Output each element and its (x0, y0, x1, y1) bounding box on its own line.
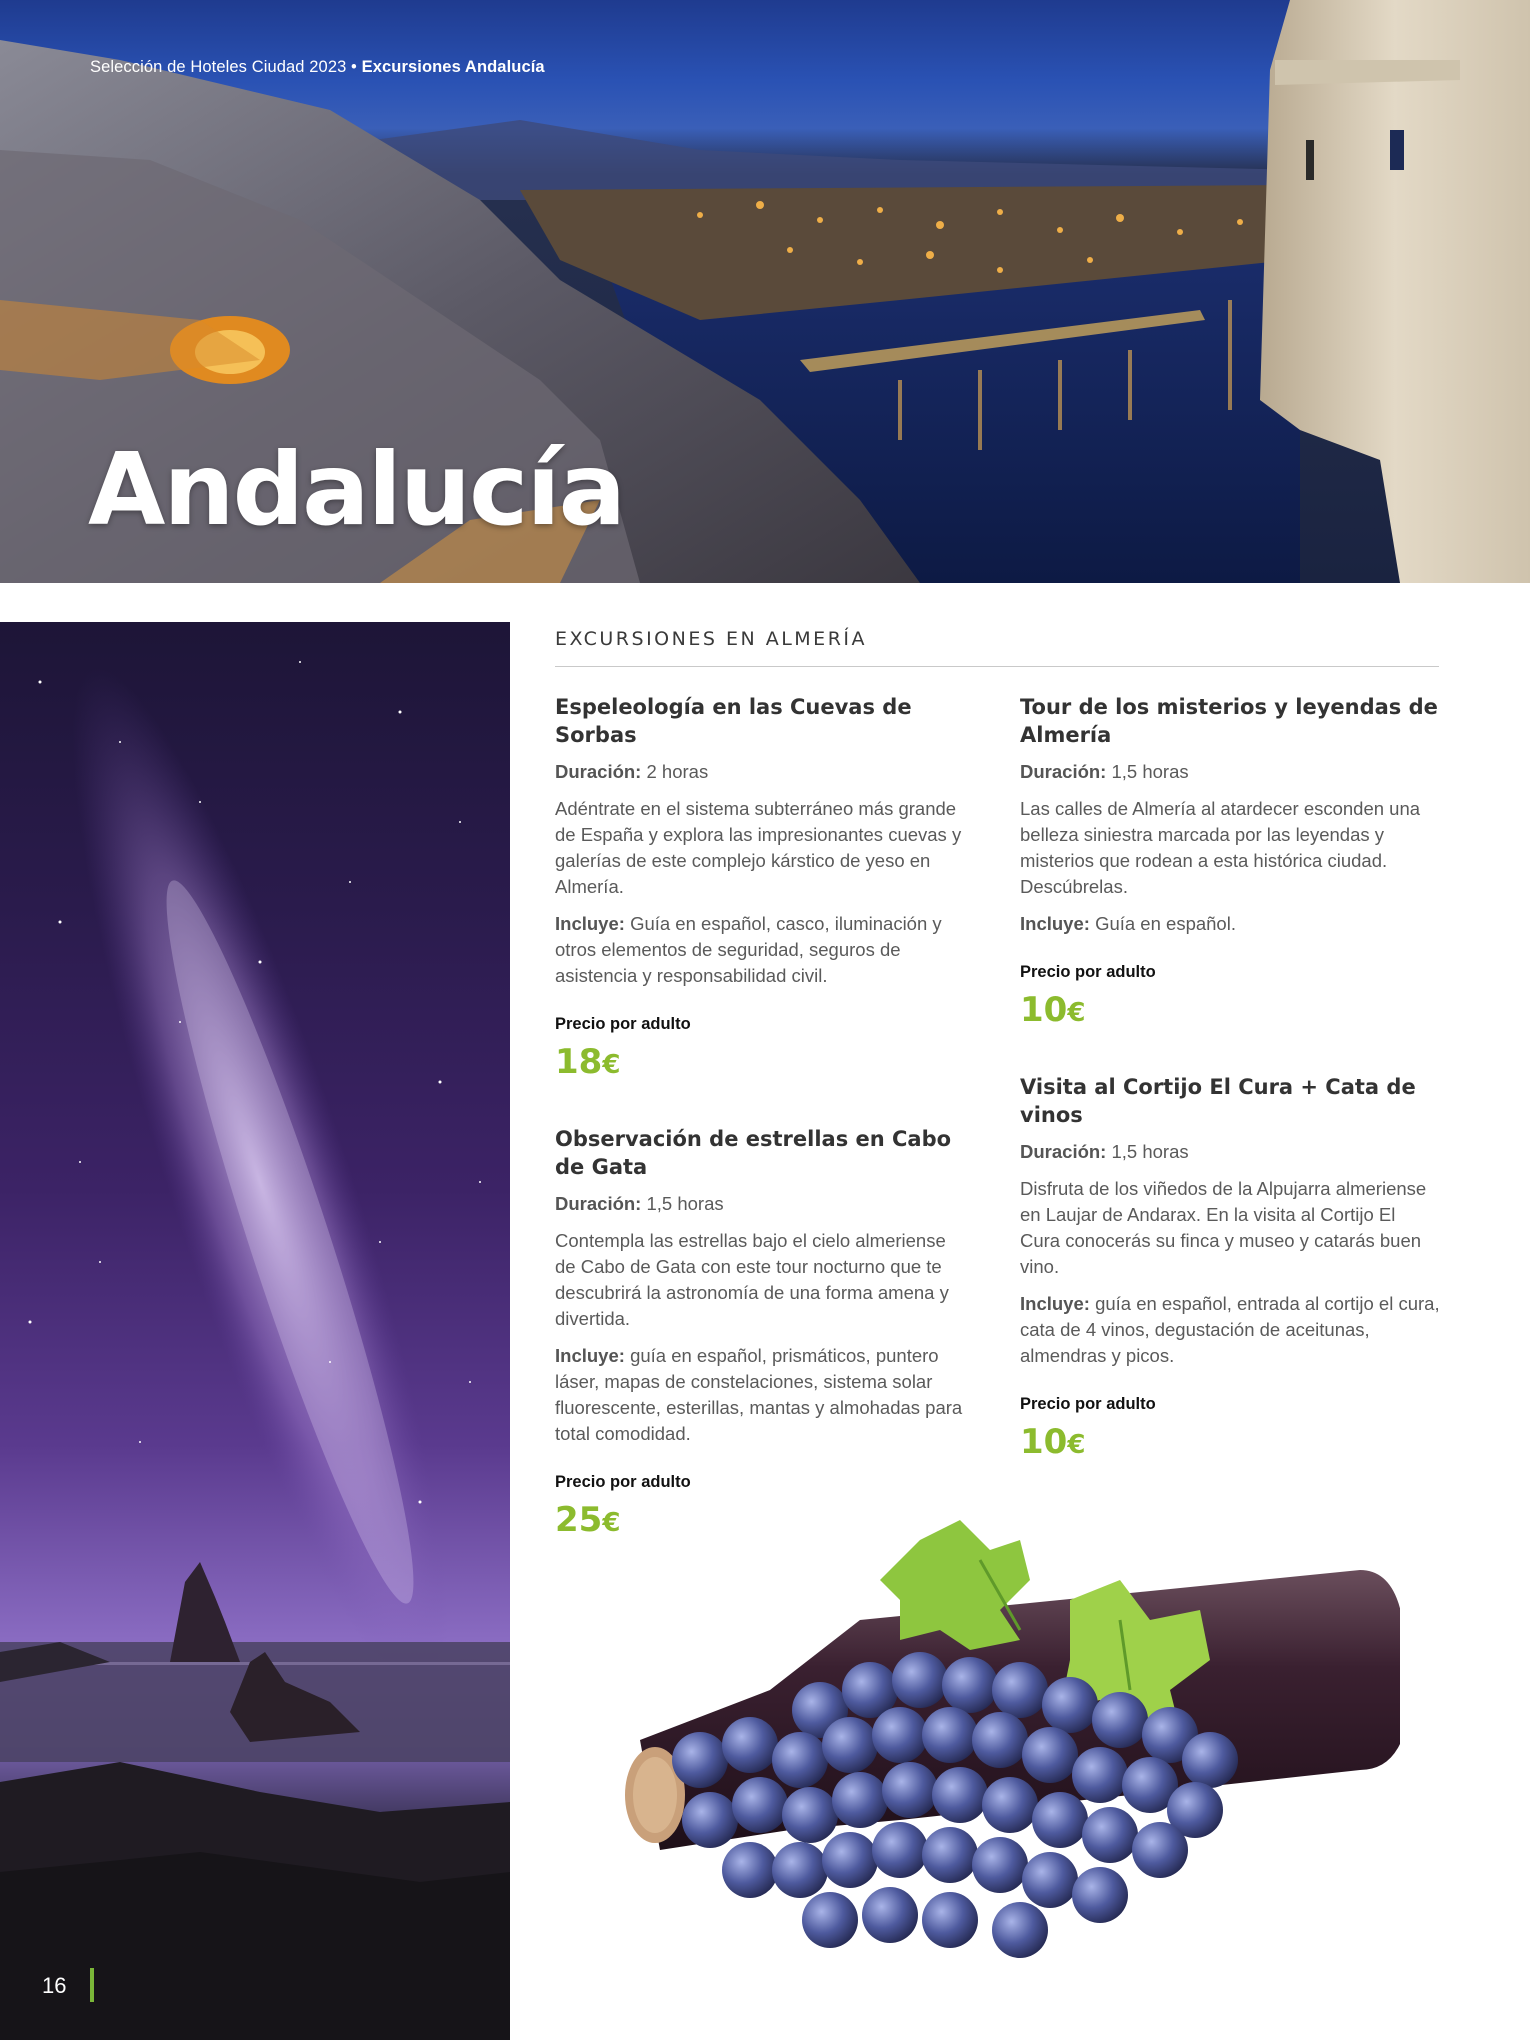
wine-bottle-and-grapes-image (600, 1520, 1400, 1980)
duration-label: Duración: (555, 1193, 642, 1214)
excursion-description: Adéntrate en el sistema subterráneo más grande de España y explora las impresionantes cuevas y galerías de este complejo kárstico de yeso en Almería. (555, 798, 962, 897)
includes-value: Guía en español. (1095, 913, 1236, 934)
breadcrumb-prefix: Selección de Hoteles Ciudad 2023 • (90, 58, 357, 76)
excursion-title: Tour de los misterios y leyendas de Almería (1020, 695, 1438, 747)
price-currency: € (602, 1508, 621, 1538)
includes-label: Incluye: (555, 913, 625, 934)
excursion-card (555, 693, 965, 1085)
includes-label: Incluye: (1020, 913, 1090, 934)
page-number-divider (90, 1968, 94, 2002)
price-amount: 10 (1020, 1422, 1068, 1462)
price (1020, 1422, 1440, 1465)
excursion-description: Disfruta de los viñedos de la Alpujarra almeriense en Laujar de Andarax. En la visita al Cortijo El Cura conocerás su finca y museo y catarás buen vino. (1020, 1178, 1427, 1277)
night-sky-photo (0, 622, 510, 2040)
price-amount: 10 (1020, 990, 1068, 1030)
includes-label: Incluye: (555, 1345, 625, 1366)
excursion-duration (555, 1191, 965, 1217)
excursion-title: Observación de estrellas en Cabo de Gata (555, 1127, 952, 1179)
includes-value: guía en español, entrada al cortijo el cura, cata de 4 vinos, degustación de aceitunas, almendras y picos. (1020, 1293, 1440, 1366)
excursion-card (1020, 1073, 1440, 1465)
price-label: Precio por adulto (555, 1015, 691, 1033)
page-number: 16 (42, 1973, 67, 1998)
excursion-description: Las calles de Almería al atardecer esconden una belleza siniestra marcada por las leyendas y misterios que rodean a esta histórica ciudad. Descúbrelas. (1020, 798, 1421, 897)
excursion-includes (1020, 1291, 1440, 1369)
price-label: Precio por adulto (555, 1473, 691, 1491)
excursion-duration (555, 759, 965, 785)
price-amount: 18 (555, 1042, 603, 1082)
excursion-duration (1020, 1139, 1440, 1165)
duration-label: Duración: (555, 761, 642, 782)
price-currency: € (1067, 1430, 1086, 1460)
excursions-column-right (1020, 693, 1440, 1505)
duration-value: 1,5 horas (1111, 761, 1189, 782)
duration-label: Duración: (1020, 761, 1107, 782)
excursion-card (1020, 693, 1440, 1033)
duration-value: 1,5 horas (1111, 1141, 1189, 1162)
duration-value: 1,5 horas (646, 1193, 724, 1214)
includes-value: Guía en español, casco, iluminación y otros elementos de seguridad, seguros de asistencia y responsabilidad civil. (555, 913, 942, 986)
price (555, 1042, 965, 1085)
hero-banner (0, 0, 1530, 583)
milky-way-cabo-de-gata-illustration (0, 622, 510, 2040)
duration-value: 2 horas (646, 761, 709, 782)
section-heading: EXCURSIONES EN ALMERÍA (555, 628, 1439, 667)
excursions-column-left (555, 693, 965, 1583)
excursion-includes (555, 1343, 965, 1447)
breadcrumb-section: Excursiones Andalucía (361, 58, 545, 76)
includes-value: guía en español, prismáticos, puntero láser, mapas de constelaciones, sistema solar fluorescente, esterillas, mantas y almohadas para total comodidad. (555, 1345, 963, 1444)
price (1020, 990, 1440, 1033)
excursion-card (555, 1125, 965, 1543)
page-title: Andalucía (88, 431, 625, 548)
duration-label: Duración: (1020, 1141, 1107, 1162)
includes-label: Incluye: (1020, 1293, 1090, 1314)
excursion-includes (555, 911, 965, 989)
price-label: Precio por adulto (1020, 963, 1156, 981)
breadcrumb (90, 58, 545, 77)
excursion-includes (1020, 911, 1440, 937)
excursion-title: Espeleología en las Cuevas de Sorbas (555, 695, 912, 747)
price-currency: € (602, 1050, 621, 1080)
excursion-description: Contempla las estrellas bajo el cielo almeriense de Cabo de Gata con este tour nocturno que te descubrirá la astronomía de una forma amena y divertida. (555, 1230, 949, 1329)
excursion-duration (1020, 759, 1440, 785)
price-currency: € (1067, 998, 1086, 1028)
price-label: Precio por adulto (1020, 1395, 1156, 1413)
price-amount: 25 (555, 1500, 603, 1540)
excursion-title: Visita al Cortijo El Cura + Cata de vinos (1020, 1075, 1416, 1127)
